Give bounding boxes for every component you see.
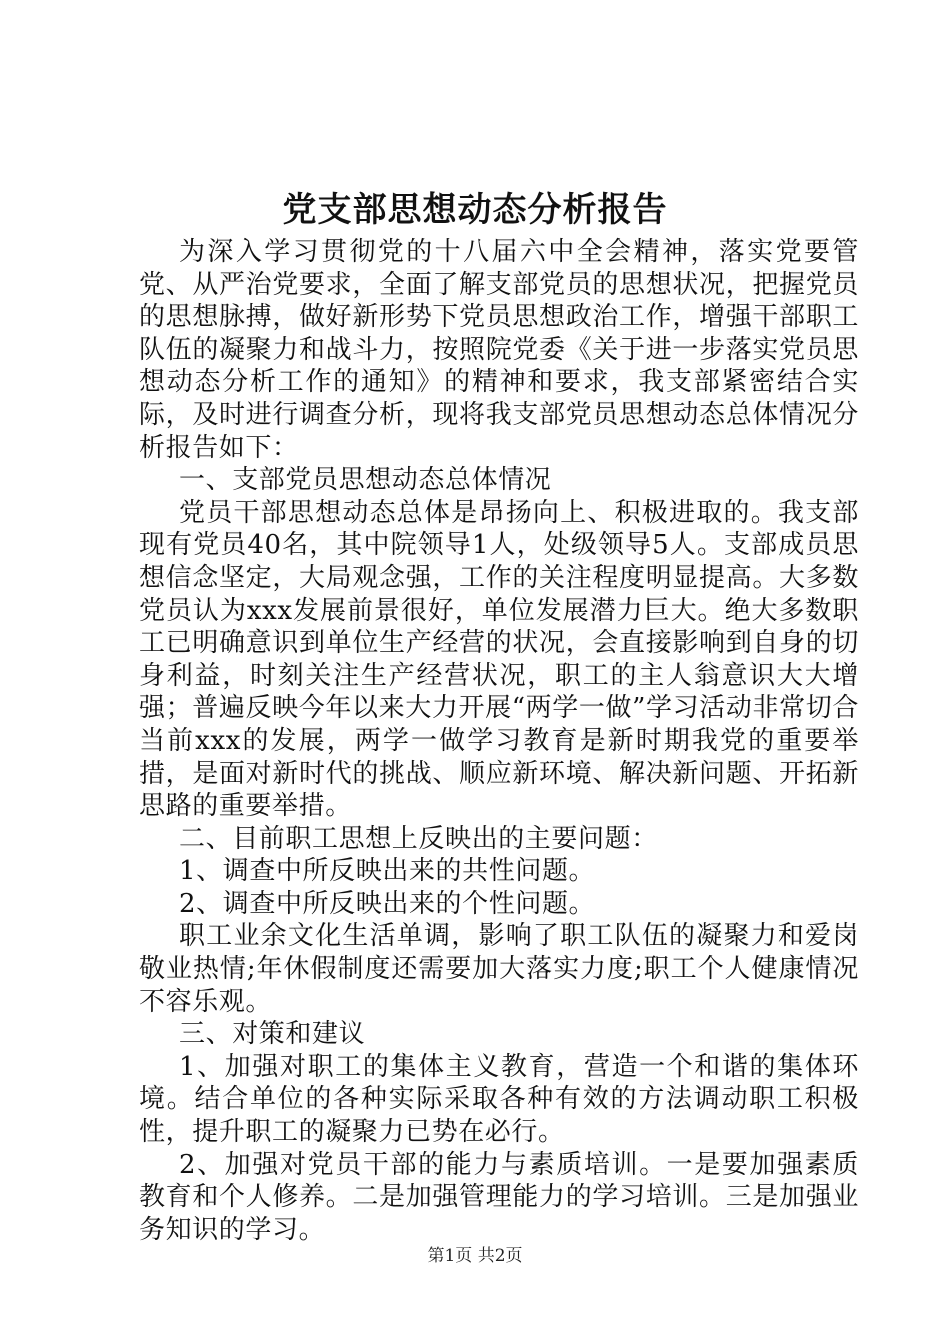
overall-situation-paragraph: 党员干部思想动态总体是昂扬向上、积极进取的。我支部现有党员40名，其中院领导1人，处级领导5人。支部成员思想信念坚定，大局观念强，工作的关注程度明显提高。大多数党员认为xxx发展前景很好，单位发展潜力巨大。绝大多数职工已明确意识到单位生产经营的状况，会直接影响到自身的切身利益，时刻关注生产经营状况，职工的主人翁意识大大增强；普遍反映今年以来大力开展“两学一做”学习活动非常切合当前xxx的发展，两学一做学习教育是新时期我党的重要举措，是面对新时代的挑战、顺应新环境、解决新问题、开拓新思路的重要举措。	[139, 497, 859, 822]
document-body	[139, 236, 859, 1246]
document-title: 党支部思想动态分析报告	[282, 190, 668, 230]
problem-item-individual: 2、调查中所反映出来的个性问题。	[179, 888, 596, 919]
problems-detail-paragraph: 职工业余文化生活单调，影响了职工队伍的凝聚力和爱岗敬业热情;年休假制度还需要加大落实力度;职工个人健康情况不容乐观。	[139, 921, 859, 1017]
section-heading-suggestions: 三、对策和建议	[179, 1019, 366, 1050]
suggestion-item-2: 2、加强对党员干部的能力与素质培训。一是要加强素质教育和个人修养。二是加强管理能力的学习培训。三是加强业务知识的学习。	[139, 1149, 859, 1245]
intro-paragraph: 为深入学习贯彻党的十八届六中全会精神，落实党要管党、从严治党要求，全面了解支部党员的思想状况，把握党员的思想脉搏，做好新形势下党员思想政治工作，增强干部职工队伍的凝聚力和战斗力，按照院党委《关于进一步落实党员思想动态分析工作的通知》的精神和要求，我支部紧密结合实际，及时进行调查分析，现将我支部党员思想动态总体情况分析报告如下：	[139, 237, 859, 463]
page-footer: 第1页 共2页	[427, 1246, 523, 1266]
section-heading-overall: 一、支部党员思想动态总体情况	[179, 465, 552, 496]
section-heading-problems: 二、目前职工思想上反映出的主要问题：	[179, 823, 658, 854]
suggestion-item-1: 1、加强对职工的集体主义教育，营造一个和谐的集体环境。结合单位的各种实际采取各种有效的方法调动职工积极性，提升职工的凝聚力已势在必行。	[139, 1051, 859, 1148]
problem-item-common: 1、调查中所反映出来的共性问题。	[179, 856, 596, 887]
